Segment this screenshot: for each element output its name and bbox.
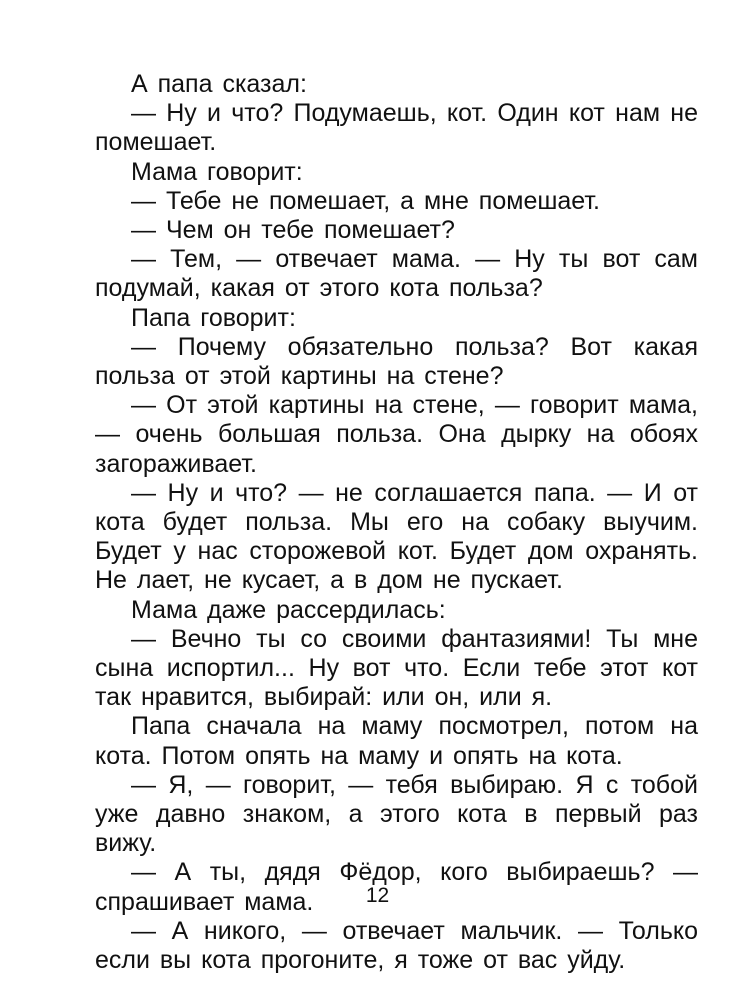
paragraph: — Ну и что? — не соглашается папа. — И от кота будет польза. Мы его на собаку выучим. Будет у нас сторожевой кот. Будет дом охранять. Не лает, не кусает, а в дом не пускает. [95,478,698,595]
page-number: 12 [365,884,390,907]
paragraph: — А никого, — отвечает мальчик. — Только если вы кота прогоните, я тоже от вас уйду. [95,916,698,975]
paragraph: — А ты, дядя Фёдор, кого выбираешь? — спрашивает мама. [95,858,698,916]
paragraph: Мама говорит: [131,157,303,186]
paragraph: — От этой картины на стене, — говорит мама, — очень большая польза. Она дырку на обоях загораживает. [95,391,698,478]
paragraph: — Почему обязательно польза? Вот какая польза от этой картины на стене? [95,332,698,391]
paragraph: Папа говорит: [131,303,296,332]
paragraph: А папа сказал: [131,70,307,98]
paragraph: Мама даже рассердилась: [131,595,446,624]
paragraph: Папа сначала на маму посмотрел, потом на кота. Потом опять на маму и опять на кота. [95,712,698,770]
paragraph: — Ну и что? Подумаешь, кот. Один кот нам не помешает. [95,99,698,157]
paragraph: — Я, — говорит, — тебя выбираю. Я с тобой уже давно знаком, а этого кота в первый раз вижу. [95,770,698,858]
paragraph: — Тем, — отвечает мама. — Ну ты вот сам подумай, какая от этого кота польза? [95,245,698,303]
paragraph: — Тебе не помешает, а мне помешает. [131,186,601,215]
paragraph: — Чем он тебе помешает? [131,216,455,245]
paragraph: — Вечно ты со своими фантазиями! Ты мне сына испортил... Ну вот что. Если тебе этот кот так нравится, выбирай: или он, или я. [95,624,698,712]
story-text [95,70,698,975]
